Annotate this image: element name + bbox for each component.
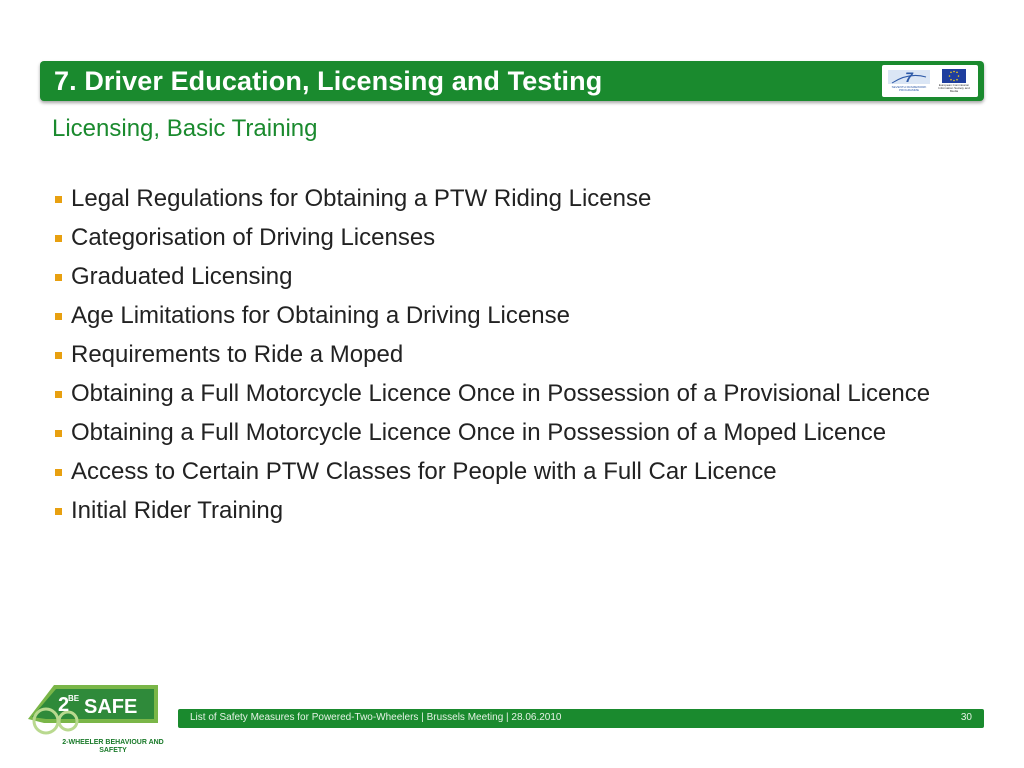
bullet-square-icon (55, 430, 62, 437)
bullet-square-icon (55, 508, 62, 515)
page-number: 30 (960, 712, 972, 723)
list-item (52, 261, 972, 293)
list-item (52, 339, 972, 371)
section-subtitle: Licensing, Basic Training (52, 115, 318, 142)
list-item-text: Obtaining a Full Motorcycle Licence Once in Possession of a Provisional Licence (71, 380, 931, 407)
page-title: 7. Driver Education, Licensing and Testing (54, 66, 603, 96)
list-item (52, 183, 972, 215)
footer-text: List of Safety Measures for Powered-Two-Wheelers | Brussels Meeting | 28.06.2010 (190, 712, 562, 723)
eu-flag-icon (934, 68, 974, 94)
2besafe-logo-icon (24, 681, 164, 763)
list-item (52, 222, 972, 254)
list-item (52, 417, 972, 449)
svg-text:SAFE: SAFE (84, 696, 138, 718)
list-item-text: Access to Certain PTW Classes for People with a Full Car Licence (71, 458, 777, 485)
list-item-text: Initial Rider Training (71, 497, 284, 524)
bullet-square-icon (55, 235, 62, 242)
bullet-square-icon (55, 274, 62, 281)
logo-caption: 2-WHEELER BEHAVIOUR AND SAFETY (62, 739, 164, 754)
list-item (52, 378, 972, 410)
list-item (52, 300, 972, 332)
bullet-square-icon (55, 196, 62, 203)
list-item-text: Obtaining a Full Motorcycle Licence Once in Possession of a Moped Licence (71, 419, 887, 446)
list-item-text: Requirements to Ride a Moped (71, 341, 404, 368)
partner-logos (882, 65, 978, 97)
svg-text:BE: BE (68, 694, 80, 703)
bullet-square-icon (55, 469, 62, 476)
bullet-square-icon (55, 391, 62, 398)
list-item-text: Legal Regulations for Obtaining a PTW Riding License (71, 185, 652, 212)
bullet-list (52, 183, 972, 534)
footer-bar (178, 709, 984, 728)
list-item (52, 495, 972, 527)
list-item-text: Graduated Licensing (71, 263, 293, 290)
list-item-text: Age Limitations for Obtaining a Driving License (71, 302, 570, 329)
svg-text:2: 2 (58, 694, 70, 716)
svg-text:7: 7 (905, 69, 913, 85)
bullet-square-icon (55, 313, 62, 320)
list-item (52, 456, 972, 488)
ec-logo-text: European Commission Information Society and Media (938, 83, 970, 93)
fp7-logo-icon (888, 68, 930, 94)
title-bar (40, 61, 984, 101)
bullet-square-icon (55, 352, 62, 359)
fp7-logo-text: SEVENTH FRAMEWORK PROGRAMME (891, 85, 927, 92)
list-item-text: Categorisation of Driving Licenses (71, 224, 436, 251)
